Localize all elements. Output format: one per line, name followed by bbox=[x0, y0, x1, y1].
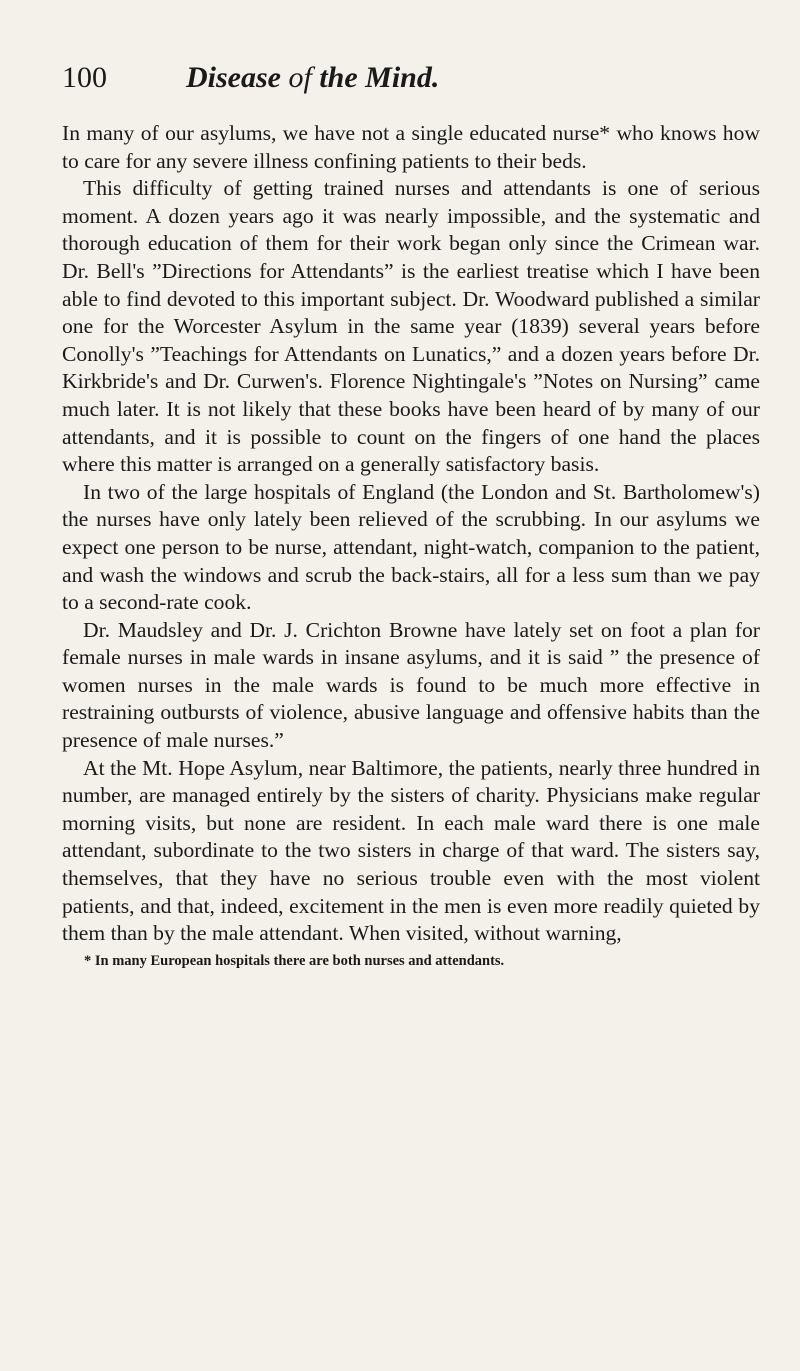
page-number: 100 bbox=[62, 61, 107, 94]
paragraph: At the Mt. Hope Asylum, near Baltimore, the patients, nearly three hundred in number, are managed entirely by the sisters of charity. Physicians make regular morning visits, but none are resident. In each male ward there is one male attendant, subordinate to the two sisters in charge of that ward. The sisters say, themselves, that they have no serious trouble even with the most violent patients, and that, indeed, excitement in the men is even more readily quieted by them than by the male attendant. When visited, without warning, bbox=[62, 755, 760, 946]
paragraph: This difficulty of getting trained nurses and attendants is one of serious moment. A dozen years ago it was nearly impossible, and the systematic and thorough education of them for their work began only since the Crimean war. Dr. Bell's ”Directions for Attendants” is the earliest treatise which I have been able to find devoted to this important subject. Dr. Woodward published a similar one for the Worcester Asylum in the same year (1839) several years before Conolly's ”Teachings for Attendants on Lunatics,” and a dozen years before Dr. Kirkbride's and Dr. Curwen's. Florence Nightingale's ”Notes on Nursing” came much later. It is not likely that these books have been heard of by many of our attendants, and it is possible to count on the fingers of one hand the places where this matter is arranged on a generally satisfactory basis. bbox=[62, 176, 760, 477]
running-title-part1: Disease bbox=[186, 61, 281, 94]
running-head bbox=[62, 60, 760, 106]
footnote: * In many European hospitals there are both nurses and attendants. bbox=[84, 952, 505, 969]
book-page bbox=[62, 60, 760, 971]
running-title bbox=[186, 60, 439, 96]
paragraph: In many of our asylums, we have not a single educated nurse* who knows how to care for any severe illness confining patients to their beds. bbox=[62, 121, 760, 173]
running-title-part2: of bbox=[280, 61, 320, 94]
paragraph: Dr. Maudsley and Dr. J. Crichton Browne have lately set on foot a plan for female nurses in male wards in insane asylums, and it is said ” the presence of women nurses in the male wards is found to be much more effective in restraining outbursts of violence, abusive language and offensive habits than the presence of male nurses.” bbox=[62, 617, 760, 753]
running-title-part3: the Mind. bbox=[319, 61, 440, 94]
body-text bbox=[62, 120, 760, 948]
paragraph: In two of the large hospitals of England (the London and St. Bartholomew's) the nurses have only lately been relieved of the scrubbing. In our asylums we expect one person to be nurse, attendant, night-watch, companion to the patient, and wash the windows and scrub the back-stairs, all for a less sum than we pay to a second-rate cook. bbox=[62, 479, 760, 615]
